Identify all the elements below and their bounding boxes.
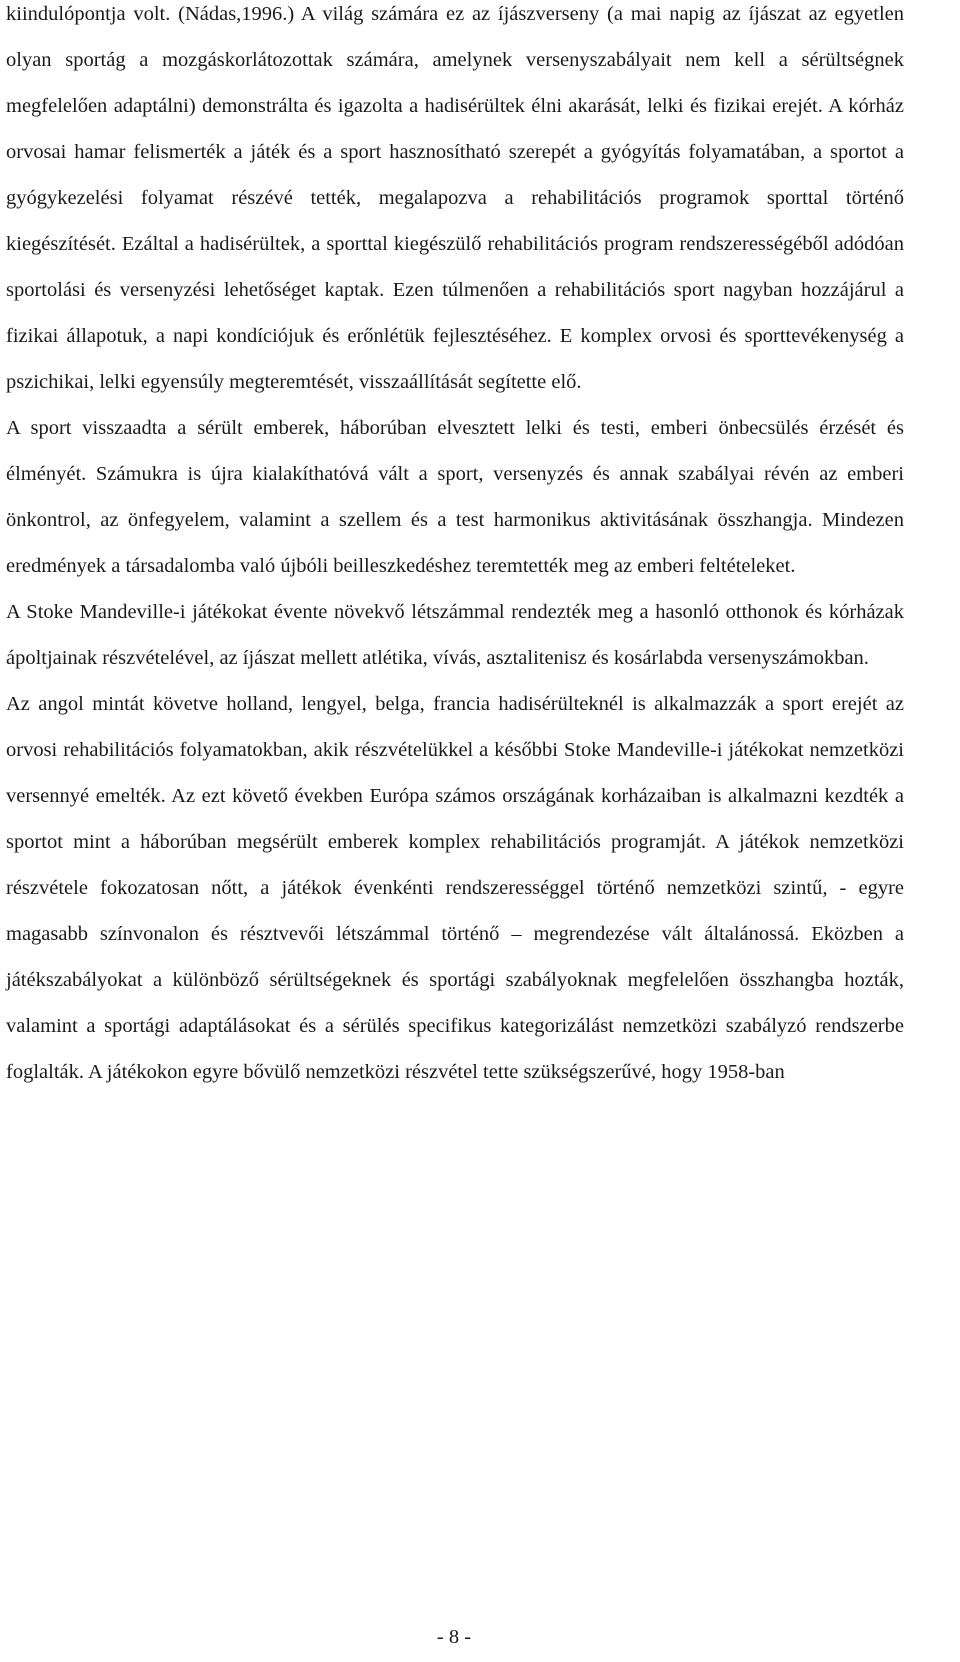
body-text bbox=[6, 0, 904, 1104]
paragraph-2: A sport visszaadta a sérült emberek, háborúban elvesztett lelki és testi, emberi önbecsülés érzését és élményét. Számukra is újra kialakíthatóvá vált a sport, versenyzés és annak szabályai révén az emberi önkontrol, az önfegyelem, valamint a szellem és a test harmonikus aktivitásának összhangja. Mindezen eredmények a társadalomba való újbóli beilleszkedéshez teremtették meg az emberi feltételeket. bbox=[6, 417, 904, 577]
paragraph-4: Az angol mintát követve holland, lengyel, belga, francia hadisérülteknél is alkalmazzák a sport erejét az orvosi rehabilitációs folyamatokban, akik részvételükkel a későbbi Stoke Mandeville-i játékokat nemzetközi versennyé emelték. Az ezt követő években Európa számos országának korházaiban is alkalmazni kezdték a sportot mint a háborúban megsérült emberek komplex rehabilitációs programját. A játékok nemzetközi részvétele fokozatosan nőtt, a játékok évenkénti rendszerességgel történő nemzetközi szintű, - egyre magasabb színvonalon és résztvevői létszámmal történő – megrendezése vált általánossá. Eközben a játékszabályokat a különböző sérültségeknek és sportági szabályoknak megfelelően összhangba hozták, valamint a sportági adaptálásokat és a sérülés specifikus kategorizálást nemzetközi szabályzó rendszerbe foglalták. A játékokon egyre bővülő nemzetközi részvétel tette szükségszerűvé, hogy 1958-ban bbox=[6, 693, 904, 1083]
paragraph-3: A Stoke Mandeville-i játékokat évente növekvő létszámmal rendezték meg a hasonló otthonok és kórházak ápoltjainak részvételével, az íjászat mellett atlétika, vívás, asztalitenisz és kosárlabda versenyszámokban. bbox=[6, 601, 904, 669]
page-number: - 8 - bbox=[436, 1626, 472, 1648]
paragraph-1: kiindulópontja volt. (Nádas,1996.) A világ számára ez az íjászverseny (a mai napig az íjászat az egyetlen olyan sportág a mozgáskorlátozottak számára, amelynek versenyszabályait nem kell a sérültségnek megfelelően adaptálni) demonstrálta és igazolta a hadisérültek élni akarását, lelki és fizikai erejét. A kórház orvosai hamar felismerték a játék és a sport hasznosítható szerepét a gyógyítás folyamatában, a sportot a gyógykezelési folyamat részévé tették, megalapozva a rehabilitációs programok sporttal történő kiegészítését. Ezáltal a hadisérültek, a sporttal kiegészülő rehabilitációs program rendszerességéből adódóan sportolási és versenyzési lehetőséget kaptak. Ezen túlmenően a rehabilitációs sport nagyban hozzájárul a fizikai állapotuk, a napi kondíciójuk és erőnlétük fejlesztéséhez. E komplex orvosi és sporttevékenység a pszichikai, lelki egyensúly megteremtését, visszaállítását segítette elő. bbox=[6, 3, 904, 393]
